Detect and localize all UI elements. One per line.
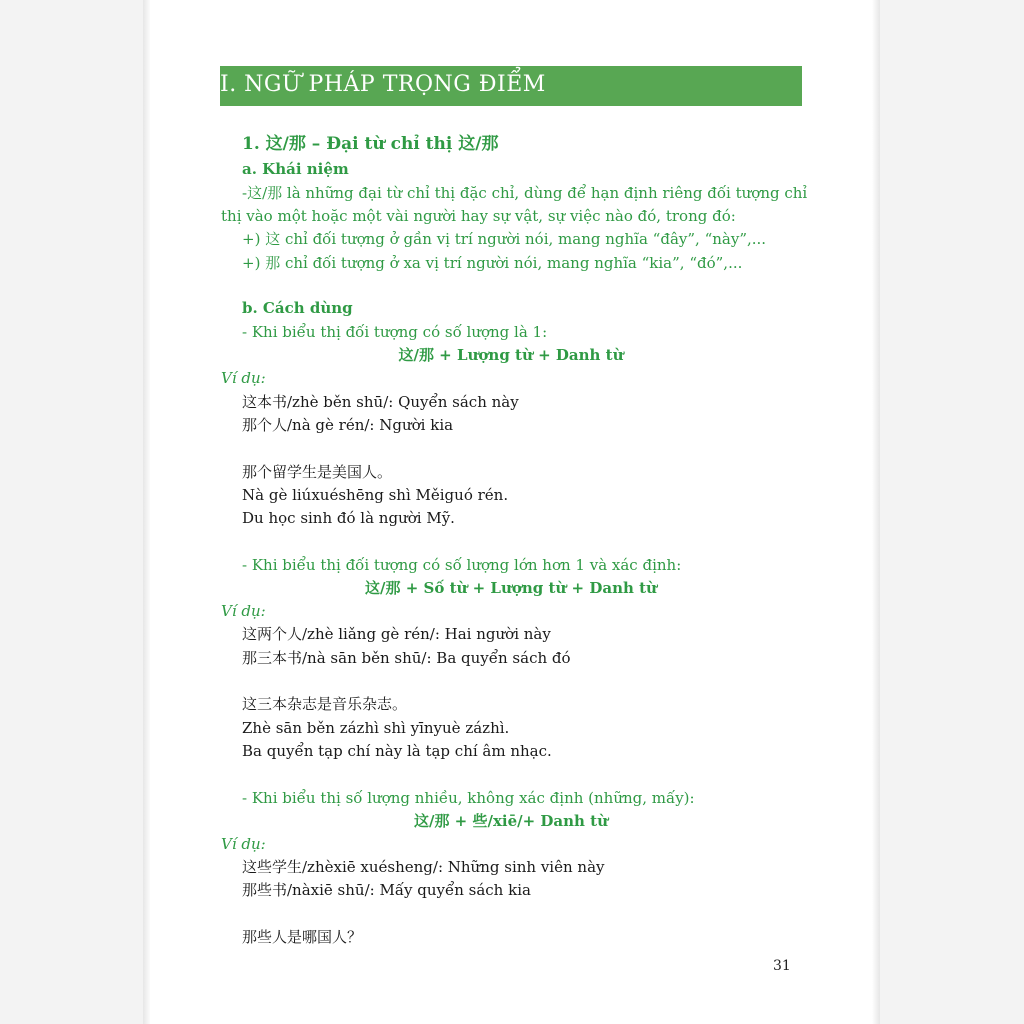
concept-line: +) 那 chỉ đối tượng ở xa vị trí người nói, mang nghĩa “kia”, “đó”,... — [242, 254, 743, 272]
example-label: Ví dụ: — [221, 835, 266, 853]
example-label: Ví dụ: — [221, 602, 266, 620]
usage-description: - Khi biểu thị số lượng nhiều, không xác định (những, mấy): — [242, 789, 695, 807]
example-line: Zhè sān běn zázhì shì yīnyuè zázhì. — [242, 719, 510, 737]
concept-line: thị vào một hoặc một vài người hay sự vật, sự việc nào đó, trong đó: — [221, 207, 736, 225]
heading-concept: a. Khái niệm — [242, 160, 349, 178]
page-number: 31 — [773, 958, 791, 974]
example-line: 那些书/nàxiē shū/: Mấy quyển sách kia — [242, 881, 531, 899]
concept-line: +) 这 chỉ đối tượng ở gần vị trí người nói, mang nghĩa “đây”, “này”,... — [242, 230, 767, 248]
example-line: 这本书/zhè běn shū/: Quyển sách này — [242, 393, 519, 411]
usage-formula: 这/那 + Lượng từ + Danh từ — [398, 346, 624, 364]
example-line: 那些人是哪国人？ — [242, 928, 363, 946]
concept-line: -这/那 là những đại từ chỉ thị đặc chỉ, dùng để hạn định riêng đối tượng chỉ — [242, 184, 808, 202]
example-line: 这些学生/zhèxiē xuésheng/: Những sinh viên này — [242, 858, 605, 876]
usage-description: - Khi biểu thị đối tượng có số lượng là 1: — [242, 323, 548, 341]
document-page — [150, 0, 872, 1024]
example-line: Du học sinh đó là người Mỹ. — [242, 509, 455, 527]
page-shadow-right — [872, 0, 880, 1024]
section-header-bar — [220, 66, 802, 106]
section-header-title: I. NGỮ PHÁP TRỌNG ĐIỂM — [220, 72, 546, 97]
example-label: Ví dụ: — [221, 369, 266, 387]
example-line: 那个人/nà gè rén/: Người kia — [242, 416, 454, 434]
usage-formula: 这/那 + 些/xiē/+ Danh từ — [413, 812, 609, 830]
example-line: Nà gè liúxuéshēng shì Měiguó rén. — [242, 486, 509, 504]
example-line: 这两个人/zhè liǎng gè rén/: Hai người này — [242, 625, 551, 643]
usage-formula: 这/那 + Số từ + Lượng từ + Danh từ — [365, 579, 657, 597]
example-line: 那个留学生是美国人。 — [242, 463, 393, 481]
example-line: 这三本杂志是音乐杂志。 — [242, 695, 408, 713]
example-line: 那三本书/nà sān běn shū/: Ba quyển sách đó — [242, 649, 571, 667]
usage-description: - Khi biểu thị đối tượng có số lượng lớn hơn 1 và xác định: — [242, 556, 682, 574]
heading-usage: b. Cách dùng — [242, 299, 353, 317]
subsection-title: 1. 这/那 – Đại từ chỉ thị 这/那 — [242, 134, 499, 154]
example-line: Ba quyển tạp chí này là tạp chí âm nhạc. — [242, 742, 552, 760]
